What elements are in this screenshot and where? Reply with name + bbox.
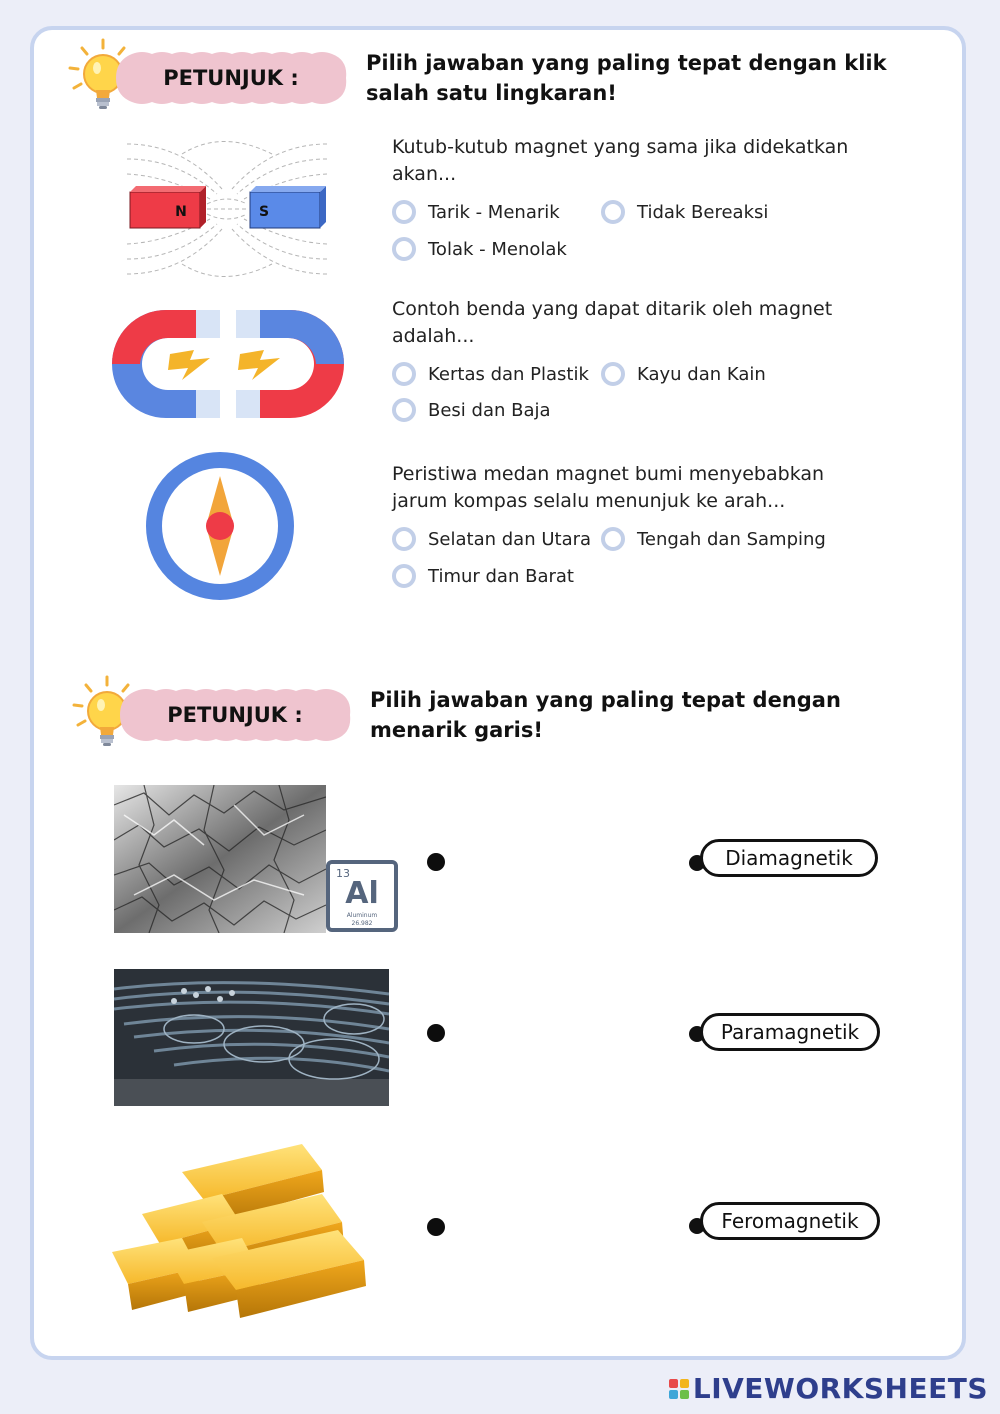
option-label: Timur dan Barat bbox=[428, 565, 574, 587]
steel-rebar-image bbox=[114, 969, 389, 1106]
option-label: Kayu dan Kain bbox=[637, 363, 766, 385]
q3-option-b[interactable] bbox=[601, 527, 826, 551]
brand-name: LIVEWORKSHEETS bbox=[692, 1372, 988, 1405]
match-dot-left-1[interactable] bbox=[427, 853, 445, 871]
q2-option-c[interactable] bbox=[392, 398, 551, 422]
target-diamagnetik[interactable]: Diamagnetik bbox=[700, 839, 878, 877]
q3-option-a[interactable] bbox=[392, 527, 591, 551]
option-label: Besi dan Baja bbox=[428, 399, 551, 421]
q1-option-b[interactable] bbox=[601, 200, 768, 224]
element-name: Aluminum bbox=[346, 912, 378, 919]
element-number: 13 bbox=[336, 867, 350, 880]
logo-blocks-icon bbox=[669, 1379, 689, 1399]
option-label: Tarik - Menarik bbox=[428, 201, 560, 223]
element-symbol: Al bbox=[345, 876, 379, 911]
option-label: Kertas dan Plastik bbox=[428, 363, 589, 385]
element-mass: 26.982 bbox=[351, 920, 373, 927]
q1-option-a[interactable] bbox=[392, 200, 560, 224]
target-paramagnetik[interactable]: Paramagnetik bbox=[700, 1013, 880, 1051]
instruction-1: Pilih jawaban yang paling tepat dengan klik salah satu lingkaran! bbox=[366, 51, 887, 105]
radio-circle[interactable] bbox=[601, 527, 625, 551]
target-feromagnetik[interactable]: Feromagnetik bbox=[700, 1202, 880, 1240]
element-tile-al bbox=[326, 860, 398, 932]
question-3-text: Peristiwa medan magnet bumi menyebabkan jarum kompas selalu menunjuk ke arah... bbox=[392, 463, 825, 512]
radio-circle[interactable] bbox=[392, 237, 416, 261]
q2-option-a[interactable] bbox=[392, 362, 589, 386]
q1-option-c[interactable] bbox=[392, 237, 567, 261]
svg-text:N: N bbox=[175, 204, 187, 220]
radio-circle[interactable] bbox=[392, 398, 416, 422]
option-label: Tolak - Menolak bbox=[428, 238, 567, 260]
horseshoe-magnets-image bbox=[112, 310, 344, 418]
q3-option-c[interactable] bbox=[392, 564, 574, 588]
radio-circle[interactable] bbox=[392, 200, 416, 224]
question-2-text: Contoh benda yang dapat ditarik oleh magnet adalah... bbox=[392, 298, 833, 347]
match-dot-left-3[interactable] bbox=[427, 1218, 445, 1236]
svg-text:S: S bbox=[258, 204, 270, 220]
aluminium-foil-image bbox=[114, 785, 326, 933]
gold-bars-image bbox=[112, 1142, 368, 1318]
radio-circle[interactable] bbox=[601, 362, 625, 386]
option-label: Selatan dan Utara bbox=[428, 528, 592, 550]
compass-image bbox=[144, 450, 296, 602]
liveworksheets-logo bbox=[669, 1372, 988, 1405]
match-dot-left-2[interactable] bbox=[427, 1024, 445, 1042]
option-label: Tengah dan Samping bbox=[637, 528, 826, 550]
bar-magnet-field-image bbox=[122, 134, 332, 284]
petunjuk-badge-1: PETUNJUK : bbox=[163, 66, 299, 90]
option-label: Tidak Bereaksi bbox=[637, 201, 769, 223]
radio-circle[interactable] bbox=[392, 564, 416, 588]
question-1-text: Kutub-kutub magnet yang sama jika didekatkan akan... bbox=[392, 136, 849, 185]
q2-option-b[interactable] bbox=[601, 362, 766, 386]
petunjuk-badge-2: PETUNJUK : bbox=[167, 703, 303, 727]
radio-circle[interactable] bbox=[392, 362, 416, 386]
radio-circle[interactable] bbox=[392, 527, 416, 551]
radio-circle[interactable] bbox=[601, 200, 625, 224]
instruction-2: Pilih jawaban yang paling tepat dengan menarik garis! bbox=[370, 688, 841, 742]
